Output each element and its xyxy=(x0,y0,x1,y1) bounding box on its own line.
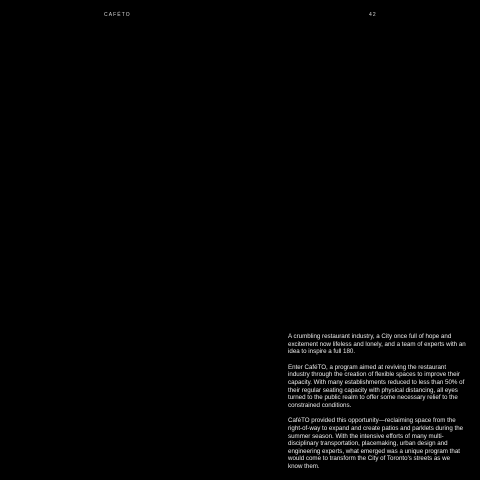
paragraph-intro: A crumbling restaurant industry, a City once full of hope and excitement now lifeless and lonely, and a team of experts with an idea to inspire a full 180. xyxy=(288,333,466,356)
page-number: 42 xyxy=(369,12,377,18)
running-title: CAFÉTO xyxy=(104,12,131,18)
paragraph-opportunity: CaféTO provided this opportunity—reclaiming space from the right-of-way to expand and create patios and parklets during the summer season. With the intensive efforts of many multi-disciplinary transportation, placemaking, urban design and engineering experts, what emerged was a unique program that would come to transform the City of Toronto's streets as we know them. xyxy=(288,417,464,470)
paragraph-enter-cafeto: Enter CaféTO, a program aimed at reviving the restaurant industry through the creation of flexible spaces to improve their capacity. With many establishments reduced to less than 50% of their regular seating capacity with physical distancing, all eyes turned to the public realm to offer some necessary relief to the constrained conditions. xyxy=(288,363,465,409)
body-copy xyxy=(288,333,466,479)
